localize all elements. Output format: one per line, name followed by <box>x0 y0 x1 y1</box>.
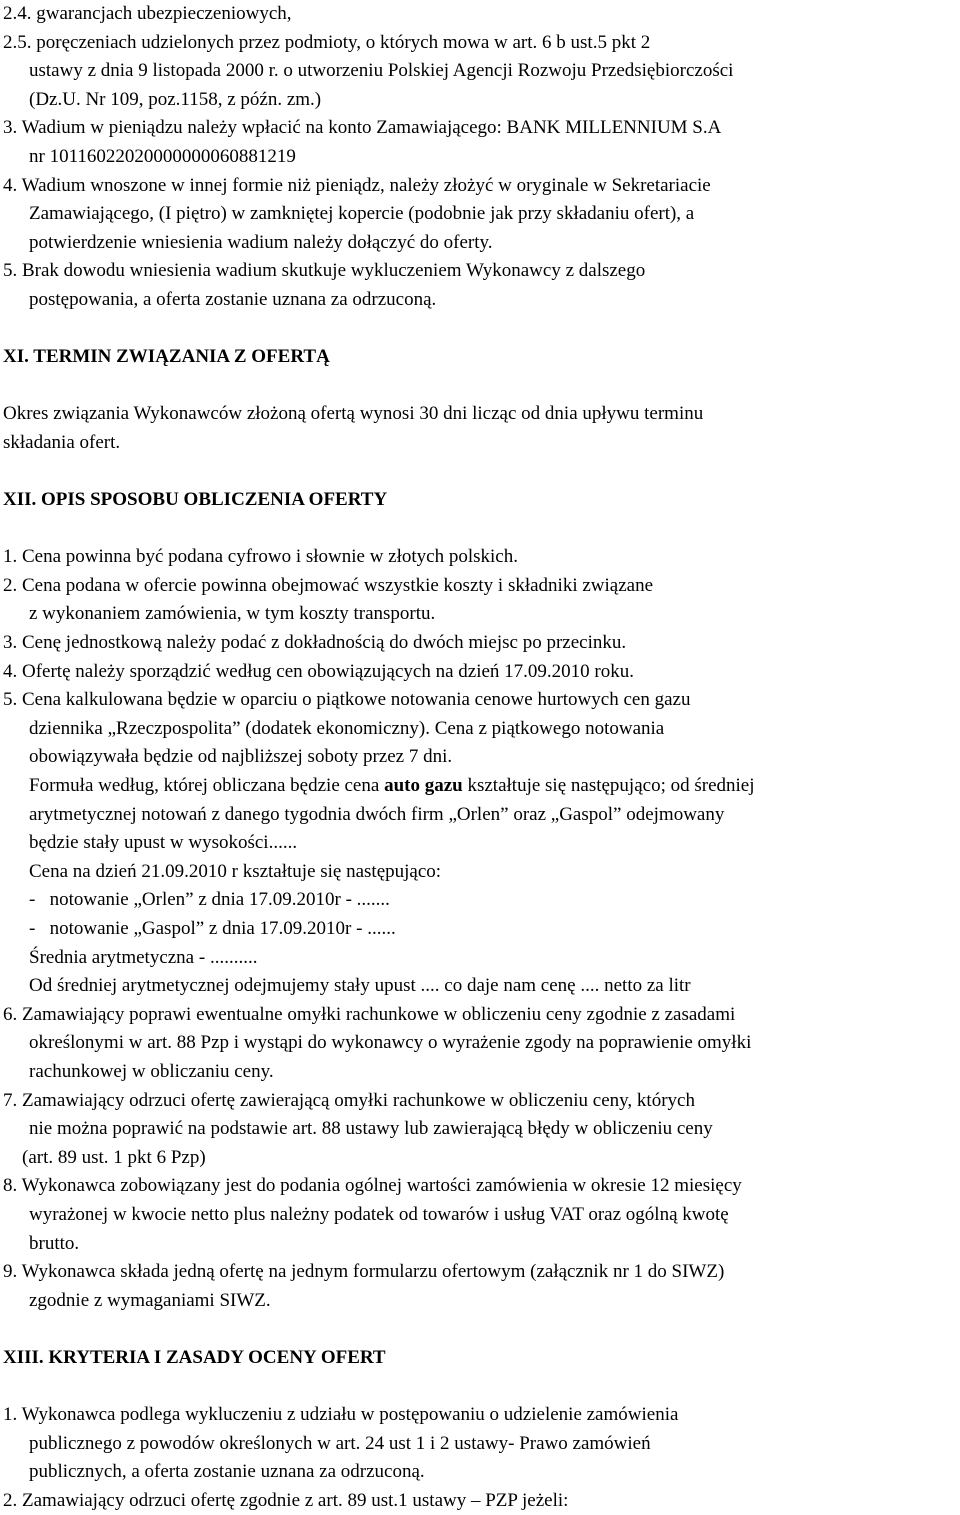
list-item-continuation: obowiązywała będzie od najbliższej soboty przez 7 dni. <box>29 746 453 768</box>
list-item-continuation: Od średniej arytmetycznej odejmujemy stały upust .... co daje nam cenę .... netto za litr <box>29 975 691 997</box>
spacer <box>3 315 956 344</box>
quote-line-gaspol: - notowanie „Gaspol” z dnia 17.09.2010r - ...... <box>29 918 396 939</box>
xii-list <box>3 543 956 1315</box>
list-item: 2.4. gwarancjach ubezpieczeniowych, <box>3 3 292 24</box>
section-heading-xi: XI. TERMIN ZWIĄZANIA Z OFERTĄ <box>3 346 330 368</box>
formula-text: kształtuje się następująco; od średniej <box>462 775 755 797</box>
section-heading-xiii: XIII. KRYTERIA I ZASADY OCENY OFERT <box>3 1346 386 1368</box>
quote-line-orlen: - notowanie „Orlen” z dnia 17.09.2010r - ....... <box>29 889 390 911</box>
wadium-list <box>3 114 956 314</box>
list-item: 2.5. poręczeniach udzielonych przez podmioty, o których mowa w art. 6 b ust.5 pkt 2 <box>3 31 651 53</box>
list-item: 2. Zamawiający odrzuci ofertę zgodnie z art. 89 ust.1 ustawy – PZP jeżeli: <box>3 1489 569 1511</box>
spacer <box>3 372 956 401</box>
list-item: 8. Wykonawca zobowiązany jest do podania ogólnej wartości zamówienia w okresie 12 miesięcy <box>3 1175 742 1197</box>
spacer <box>3 515 956 544</box>
list-item-continuation: Zamawiającego, (I piętro) w zamkniętej kopercie (podobnie jak przy składaniu ofert), a <box>29 203 695 225</box>
bank-account-number: nr 10116022020000000060881219 <box>29 145 296 167</box>
list-item-continuation: arytmetycznej notowań z danego tygodnia dwóch firm „Orlen” oraz „Gaspol” odejmowany <box>29 803 725 825</box>
xiii-list <box>3 1401 956 1515</box>
list-item-continuation: ustawy z dnia 9 listopada 2000 r. o utworzeniu Polskiej Agencji Rozwoju Przedsiębiorczości <box>29 60 734 82</box>
list-item: 4. Wadium wnoszone w innej formie niż pieniądz, należy złożyć w oryginale w Sekretariacie <box>3 174 711 196</box>
list-item: 4. Ofertę należy sporządzić według cen obowiązujących na dzień 17.09.2010 roku. <box>3 660 634 682</box>
paragraph-line: składania ofert. <box>3 431 121 453</box>
list-item-continuation: postępowania, a oferta zostanie uznana za odrzuconą. <box>29 288 437 310</box>
list-item-continuation: publicznych, a oferta zostanie uznana za odrzuconą. <box>29 1461 425 1483</box>
list-item: 2. Cena podana w ofercie powinna obejmować wszystkie koszty i składniki związane <box>3 574 654 596</box>
list-item: 6. Zamawiający poprawi ewentualne omyłki rachunkowe w obliczeniu ceny zgodnie z zasadami <box>3 1003 736 1025</box>
list-item-continuation: (art. 89 ust. 1 pkt 6 Pzp) <box>22 1146 206 1168</box>
spacer <box>3 1315 956 1344</box>
list-item-continuation: nie można poprawić na podstawie art. 88 ustawy lub zawierającą błędy w obliczeniu ceny <box>29 1118 713 1140</box>
guarantees-list <box>3 0 956 114</box>
list-item-continuation: będzie stały upust w wysokości...... <box>29 832 298 854</box>
list-item-continuation: rachunkowej w obliczaniu ceny. <box>29 1060 274 1082</box>
section-heading-xii: XII. OPIS SPOSOBU OBLICZENIA OFERTY <box>3 489 388 511</box>
list-item-continuation: dziennika „Rzeczpospolita” (dodatek ekonomiczny). Cena z piątkowego notowania <box>29 717 665 739</box>
formula-line <box>3 772 956 801</box>
list-item: 3. Cenę jednostkową należy podać z dokładnością do dwóch miejsc po przecinku. <box>3 632 627 654</box>
list-item-continuation: zgodnie z wymaganiami SIWZ. <box>29 1289 271 1311</box>
list-item-continuation: z wykonaniem zamówienia, w tym koszty transportu. <box>29 603 436 625</box>
formula-bold-text: auto gazu <box>384 775 463 797</box>
list-item: 5. Brak dowodu wniesienia wadium skutkuje wykluczeniem Wykonawcy z dalszego <box>3 260 646 282</box>
list-item-continuation: potwierdzenie wniesienia wadium należy dołączyć do oferty. <box>29 231 493 253</box>
list-item: 1. Wykonawca podlega wykluczeniu z udziału w postępowaniu o udzielenie zamówienia <box>3 1404 679 1426</box>
list-item-continuation: publicznego z powodów określonych w art. 24 ust 1 i 2 ustawy- Prawo zamówień <box>29 1432 651 1454</box>
spacer <box>3 458 956 487</box>
list-item-continuation: Cena na dzień 21.09.2010 r kształtuje się następująco: <box>29 860 442 882</box>
average-line: Średnia arytmetyczna - .......... <box>29 946 258 968</box>
list-item: 5. Cena kalkulowana będzie w oparciu o piątkowe notowania cenowe hurtowych cen gazu <box>3 689 691 711</box>
list-item-continuation: (Dz.U. Nr 109, poz.1158, z późn. zm.) <box>29 88 322 110</box>
spacer <box>3 1373 956 1402</box>
list-item-continuation: wyrażonej w kwocie netto plus należny podatek od towarów i usług VAT oraz ogólną kwotę <box>29 1203 729 1225</box>
list-item-continuation: brutto. <box>29 1232 80 1254</box>
list-item: 7. Zamawiający odrzuci ofertę zawierającą omyłki rachunkowe w obliczeniu ceny, których <box>3 1089 695 1111</box>
list-item-continuation: określonymi w art. 88 Pzp i wystąpi do wykonawcy o wyrażenie zgody na poprawienie omyłki <box>29 1032 752 1054</box>
formula-text: Formuła według, której obliczana będzie cena <box>29 775 385 797</box>
list-item: 9. Wykonawca składa jedną ofertę na jednym formularzu ofertowym (załącznik nr 1 do SIWZ) <box>3 1261 725 1283</box>
paragraph-line: Okres związania Wykonawców złożoną ofertą wynosi 30 dni licząc od dnia upływu terminu <box>3 403 704 425</box>
list-item: 3. Wadium w pieniądzu należy wpłacić na konto Zamawiającego: BANK MILLENNIUM S.A <box>3 117 722 139</box>
list-item: 1. Cena powinna być podana cyfrowo i słownie w złotych polskich. <box>3 546 518 568</box>
